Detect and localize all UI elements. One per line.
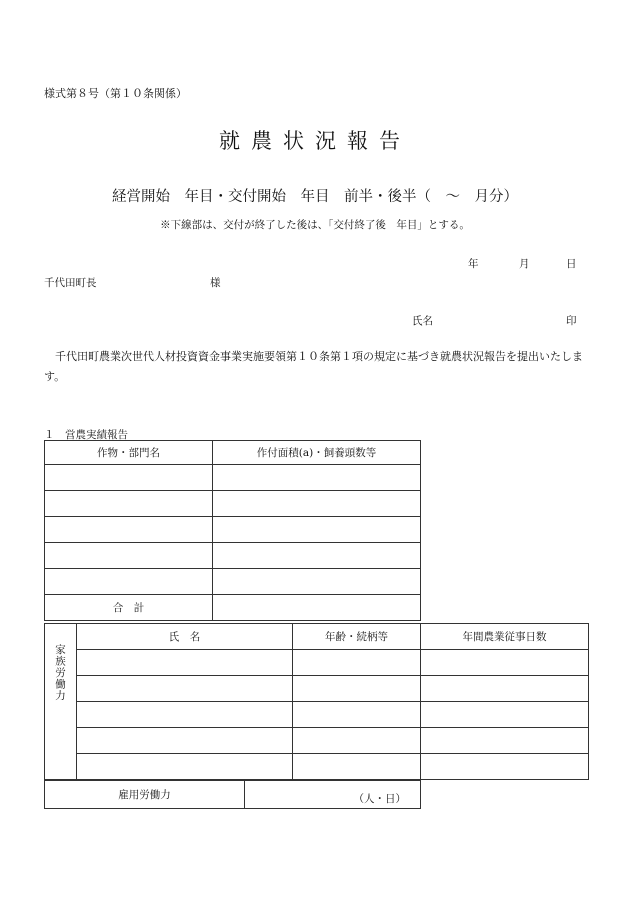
section-1-title: １ 営農実績報告 <box>44 429 128 441</box>
age-cell[interactable] <box>293 702 421 728</box>
family-labor-table <box>44 623 589 780</box>
days-cell[interactable] <box>421 702 589 728</box>
age-cell[interactable] <box>293 650 421 676</box>
document-title: 就農状況報告 <box>219 129 411 153</box>
column-header-crop: 作物・部門名 <box>45 441 213 465</box>
days-cell[interactable] <box>421 754 589 780</box>
family-labor-side-label <box>45 624 77 780</box>
total-row <box>45 595 421 621</box>
table-row <box>45 569 421 595</box>
days-cell[interactable] <box>421 676 589 702</box>
area-cell[interactable] <box>213 517 421 543</box>
area-cell[interactable] <box>213 491 421 517</box>
table-row <box>45 491 421 517</box>
name-cell[interactable] <box>77 676 293 702</box>
table-row <box>45 781 421 809</box>
name-cell[interactable] <box>77 650 293 676</box>
area-cell[interactable] <box>213 543 421 569</box>
table-row <box>45 465 421 491</box>
age-cell[interactable] <box>293 754 421 780</box>
crop-cell[interactable] <box>45 465 213 491</box>
column-header-area: 作付面積(a)・飼養頭数等 <box>213 441 421 465</box>
column-header-name: 氏 名 <box>77 624 293 650</box>
table-row <box>45 543 421 569</box>
days-cell[interactable] <box>421 650 589 676</box>
table-header-row <box>45 441 421 465</box>
form-number: 様式第８号（第１０条関係） <box>44 87 187 100</box>
hired-labor-label: 雇用労働力 <box>45 781 245 809</box>
column-header-age: 年齢・続柄等 <box>293 624 421 650</box>
hired-labor-unit: （人・日） <box>353 793 406 805</box>
total-value-cell[interactable] <box>213 595 421 621</box>
table-row <box>45 517 421 543</box>
table-row <box>45 754 589 780</box>
year-label: 年 <box>468 258 479 270</box>
addressee-name: 千代田町長 <box>44 277 97 289</box>
addressee-honorific: 様 <box>210 277 221 289</box>
month-label: 月 <box>519 258 530 270</box>
age-cell[interactable] <box>293 728 421 754</box>
table-row <box>45 702 589 728</box>
table-row <box>45 676 589 702</box>
underline-note: ※下線部は、交付が終了した後は、「交付終了後 年目」とする。 <box>160 219 470 231</box>
crop-cell[interactable] <box>45 543 213 569</box>
applicant-name-label: 氏名 <box>412 315 433 327</box>
seal-label: 印 <box>566 315 577 327</box>
family-labor-label: 家族労働力 <box>54 644 66 702</box>
table-row <box>45 728 589 754</box>
report-period-line: 経営開始 年目・交付開始 年目 前半・後半（ ～ 月分） <box>112 189 518 205</box>
hired-labor-value-cell[interactable] <box>245 781 421 809</box>
area-cell[interactable] <box>213 569 421 595</box>
crop-results-table <box>44 440 421 621</box>
name-cell[interactable] <box>77 728 293 754</box>
column-header-days: 年間農業従事日数 <box>421 624 589 650</box>
total-label: 合 計 <box>45 595 213 621</box>
area-cell[interactable] <box>213 465 421 491</box>
crop-cell[interactable] <box>45 491 213 517</box>
table-header-row <box>45 624 589 650</box>
name-cell[interactable] <box>77 754 293 780</box>
crop-cell[interactable] <box>45 569 213 595</box>
name-cell[interactable] <box>77 702 293 728</box>
body-paragraph: 千代田町農業次世代人材投資資金事業実施要領第１０条第１項の規定に基づき就農状況報告を提出いたします。 <box>44 350 583 383</box>
crop-cell[interactable] <box>45 517 213 543</box>
age-cell[interactable] <box>293 676 421 702</box>
table-row <box>45 650 589 676</box>
day-label: 日 <box>566 258 577 270</box>
days-cell[interactable] <box>421 728 589 754</box>
hired-labor-table <box>44 780 421 809</box>
